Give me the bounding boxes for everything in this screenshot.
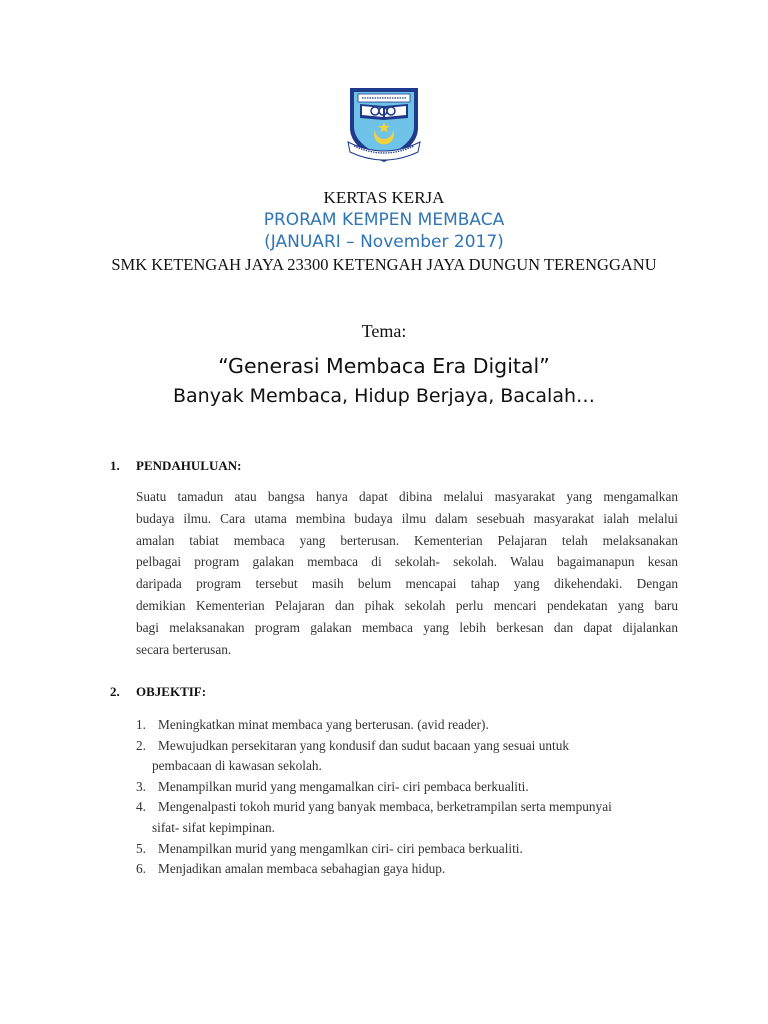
paragraph-line: pelbagai program galakan membaca di sekolah- sekolah. Walau bagaimanapun kesan (136, 554, 678, 570)
objective-item (136, 797, 681, 838)
objectives-list (136, 715, 681, 880)
paragraph-line: Suatu tamadun atau bangsa hanya dapat dibina melalui masyarakat yang mengamalkan (136, 489, 678, 504)
objective-text: Mengenalpasti tokoh murid yang banyak membaca, berketrampilan serta mempunyai (158, 799, 612, 815)
objective-text: Menampilkan murid yang mengamlkan ciri- ciri pembaca berkualiti. (158, 840, 523, 856)
objective-number: 5. (136, 840, 146, 856)
objective-text: Menampilkan murid yang mengamalkan ciri- ciri pembaca berkualiti. (158, 778, 529, 794)
school-name: SMK KETENGAH JAYA 23300 KETENGAH JAYA DUNGUN TERENGGANU (111, 255, 657, 274)
theme-main: “Generasi Membaca Era Digital” (218, 354, 550, 378)
school-crest-logo (344, 82, 424, 166)
program-title: PRORAM KEMPEN MEMBACA (263, 210, 505, 230)
intro-paragraph (136, 486, 678, 660)
objective-item (136, 859, 681, 880)
objective-number: 2. (136, 737, 146, 753)
paragraph-line: amalan tabiat membaca yang berterusan. Kementerian Pelajaran telah melaksanakan (136, 532, 678, 548)
objective-number: 3. (136, 778, 146, 794)
objective-text: sifat- sifat kepimpinan. (152, 819, 275, 835)
paragraph-line: daripada program tersebut masih belum mencapai tahap yang dikehendaki. Dengan (136, 576, 678, 592)
paragraph-line: secara berterusan. (136, 641, 232, 657)
theme-label: Tema: (361, 321, 407, 341)
objective-number: 6. (136, 861, 146, 877)
section-heading-intro (110, 458, 241, 474)
objective-number: 4. (136, 799, 146, 815)
objective-item (136, 777, 681, 798)
objective-item (136, 839, 681, 860)
section-number: 1. (110, 458, 120, 473)
section-title: OBJEKTIF: (136, 684, 207, 699)
section-title: PENDAHULUAN: (136, 458, 242, 473)
objective-number: 1. (136, 717, 146, 732)
paragraph-line: budaya ilmu. Cara utama membina budaya ilmu dalam sesebuah masyarakat ialah melalui (136, 510, 678, 526)
objective-text: Menjadikan amalan membaca sebahagian gaya hidup. (158, 861, 446, 877)
objective-text: pembacaan di kawasan sekolah. (152, 758, 322, 774)
section-number: 2. (110, 684, 120, 699)
section-heading-objectives (110, 684, 206, 700)
objective-text: Meningkatkan minat membaca yang berterusan. (avid reader). (158, 717, 489, 732)
objective-text: Mewujudkan persekitaran yang kondusif dan sudut bacaan yang sesuai untuk (158, 737, 569, 753)
paragraph-line: bagi melaksanakan program galakan membaca yang lebih berkesan dan dapat dijalankan (136, 619, 678, 635)
program-period: (JANUARI – November 2017) (264, 232, 504, 252)
paragraph-line: demikian Kementerian Pelajaran dan pihak sekolah perlu mencari pendekatan yang baru (136, 597, 678, 613)
objective-item (136, 715, 681, 736)
theme-subtitle: Banyak Membaca, Hidup Berjaya, Bacalah… (172, 385, 596, 407)
objective-item (136, 736, 681, 777)
document-title: KERTAS KERJA (323, 188, 445, 207)
